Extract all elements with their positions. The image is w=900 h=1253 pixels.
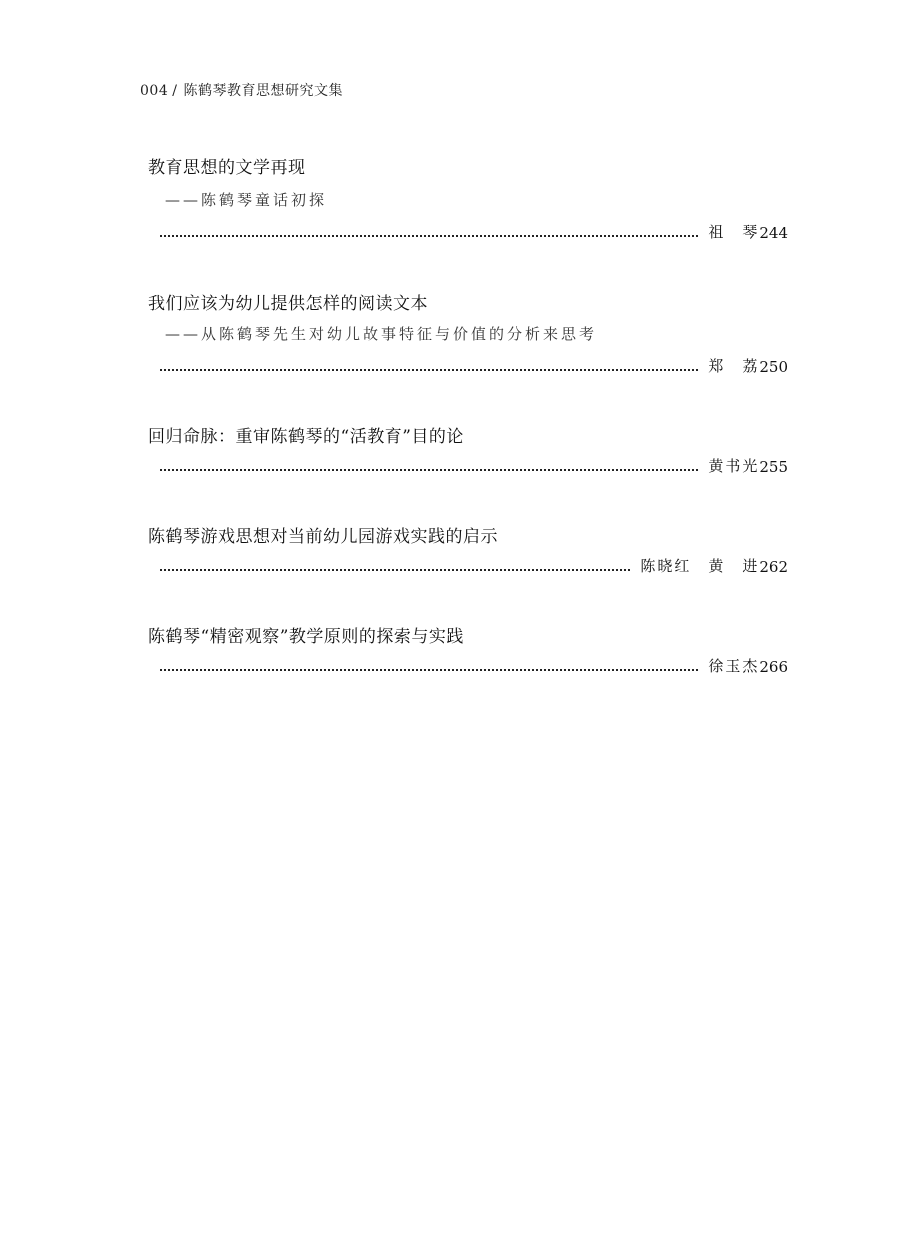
header-separator: / [172,83,178,99]
toc-entry-author: 祖 琴 [708,223,760,241]
toc-entry-title[interactable]: 陈鹤琴游戏思想对当前幼儿园游戏实践的启示 [148,527,498,547]
toc-entry-page: 262 [759,558,788,576]
page-number: 004 [140,83,169,99]
dot-leader [160,235,698,237]
toc-entry-leader-row[interactable] [160,656,788,676]
toc-entry-leader-row[interactable] [160,456,788,476]
toc-entry-title[interactable]: 教育思想的文学再现 [148,158,306,178]
toc-entry-page: 250 [759,358,788,376]
dot-leader [160,569,630,571]
toc-entry-page: 244 [759,224,788,242]
toc-entry-page: 255 [759,458,788,476]
toc-entry-author: 黄书光 [708,457,760,475]
dot-leader [160,369,698,371]
toc-entry-title[interactable]: 回归命脉：重审陈鹤琴的“活教育”目的论 [148,427,464,447]
dot-leader [160,669,698,671]
toc-entry-author: 郑 荔 [708,357,760,375]
toc-entry-leader-row[interactable] [160,556,788,576]
toc-entry-author: 徐玉杰 [708,657,760,675]
toc-entry-subtitle: ——从陈鹤琴先生对幼儿故事特征与价值的分析来思考 [165,325,598,343]
book-title: 陈鹤琴教育思想研究文集 [183,83,343,99]
toc-entry-leader-row[interactable] [160,222,788,242]
toc-entry-leader-row[interactable] [160,356,788,376]
toc-entry-author: 陈晓红 黄 进 [640,557,760,575]
dot-leader [160,469,698,471]
toc-entry-page: 266 [759,658,788,676]
toc-entry-subtitle: ——陈鹤琴童话初探 [165,191,328,209]
toc-entry-title[interactable]: 陈鹤琴“精密观察”教学原则的探索与实践 [148,627,464,647]
toc-entry-title[interactable]: 我们应该为幼儿提供怎样的阅读文本 [148,294,428,314]
